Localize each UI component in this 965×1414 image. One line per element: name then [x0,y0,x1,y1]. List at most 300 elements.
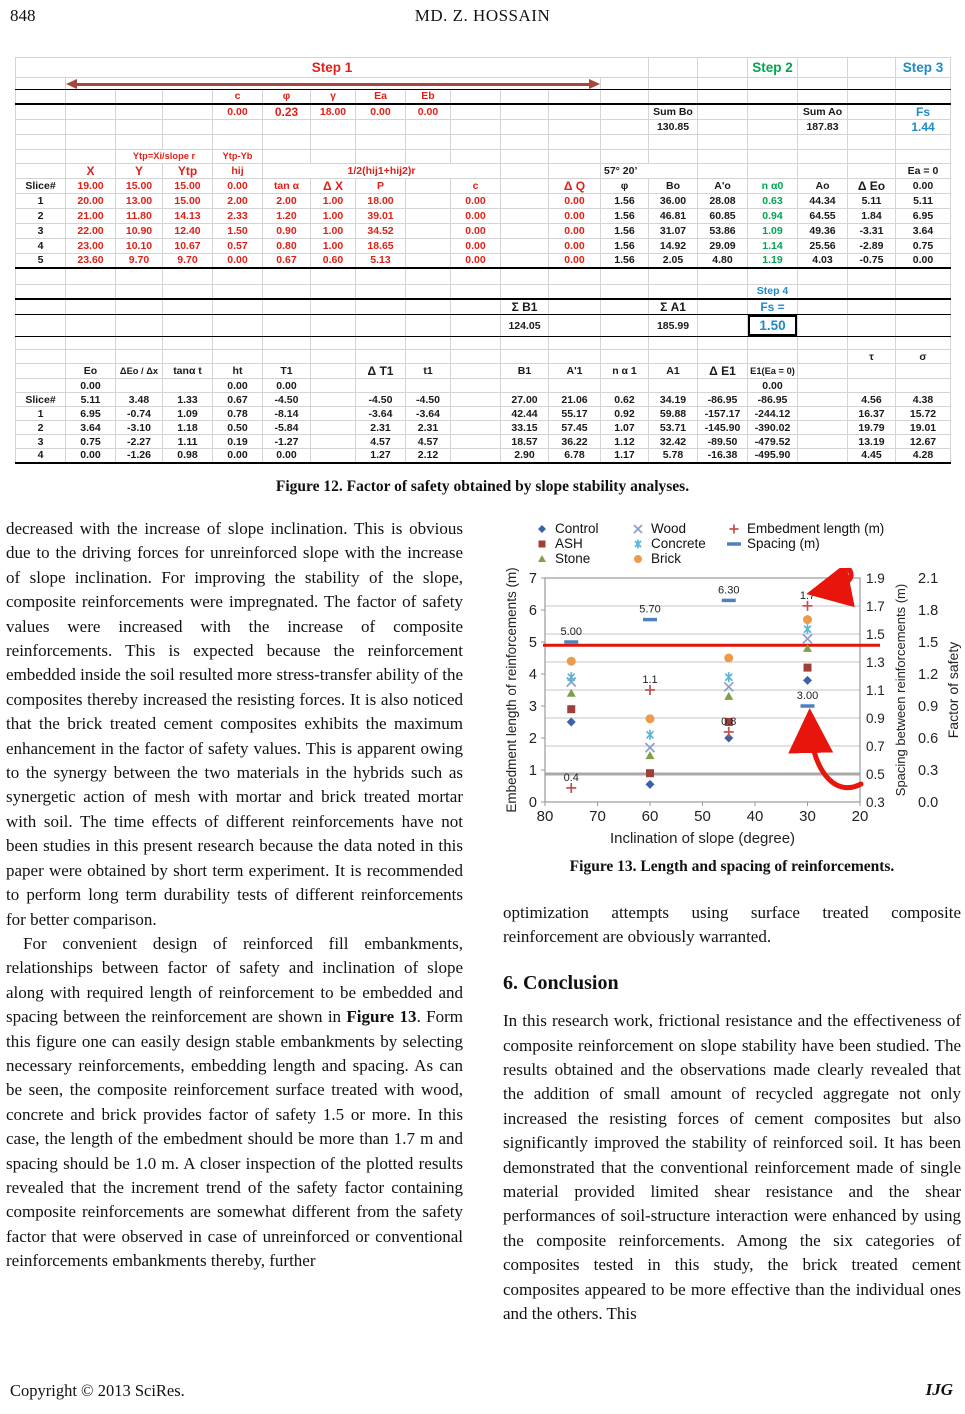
grid-cell: 59.88 [649,407,698,421]
grid-cell: 21.06 [549,393,601,407]
grid-cell [848,104,896,120]
grid-cell [16,104,66,120]
grid-cell [451,134,501,149]
grid-cell [66,350,116,364]
grid-cell [451,119,501,134]
grid-cell [311,268,356,284]
grid-cell [896,149,951,163]
svg-text:1.5: 1.5 [866,627,885,642]
grid-cell: 0.90 [263,223,311,238]
grid-cell [311,299,356,315]
grid-cell [451,90,501,104]
svg-text:50: 50 [694,808,711,825]
grid-cell [896,364,951,379]
grid-cell: Step 4 [748,284,798,299]
figure13-caption: Figure 13. Length and spacing of reinforcements. [569,858,895,875]
grid-cell: 187.83 [798,119,848,134]
grid-cell: Step 3 [896,58,951,78]
grid-cell: Eo [66,364,116,379]
grid-cell: Sum Ao [798,104,848,120]
grid-cell: ΔEo / Δx [116,364,163,379]
grid-cell: 23.60 [66,253,116,268]
series-concrete [568,624,811,740]
grid-cell [798,350,848,364]
grid-cell: 53.71 [649,421,698,435]
svg-text:3: 3 [528,699,537,715]
grid-cell: 1.09 [748,223,798,238]
grid-cell [848,58,896,78]
grid-cell: tan α [263,178,311,193]
grid-cell [66,78,601,90]
grid-cell [501,350,549,364]
svg-text:1: 1 [528,763,537,779]
grid-cell: Sum Bo [649,104,698,120]
series-control [567,676,812,789]
series-embedment-length-m- [563,589,819,793]
grid-cell [66,119,116,134]
grid-cell [501,337,549,350]
grid-cell: Δ X [311,178,356,193]
grid-cell [66,299,116,315]
grid-cell [601,299,649,315]
svg-text:0.0: 0.0 [918,795,939,811]
grid-cell: -3.64 [356,407,406,421]
grid-cell: 33.15 [501,421,549,435]
grid-cell: -8.14 [263,407,311,421]
grid-cell [16,90,66,104]
grid-cell [501,238,549,253]
figure12-caption: Figure 12. Factor of safety obtained by slope stability analyses. [275,478,690,495]
grid-cell: 57.45 [549,421,601,435]
grid-cell: 0.00 [451,193,501,208]
grid-cell [16,315,66,337]
svg-text:Embedment length of reinforcem: Embedment length of reinforcements (m) [504,568,519,813]
grid-cell [116,299,163,315]
grid-cell: -4.50 [356,393,406,407]
grid-cell [698,299,748,315]
grid-cell [601,350,649,364]
grid-cell: τ [848,350,896,364]
grid-cell [698,379,748,393]
grid-cell: 0.63 [748,193,798,208]
grid-cell: 5.13 [356,253,406,268]
grid-cell: 6.95 [896,208,951,223]
grid-cell [698,268,748,284]
grid-cell [406,253,451,268]
grid-cell [798,163,848,178]
grid-cell [451,299,501,315]
grid-cell: 27.00 [501,393,549,407]
grid-cell: Ea = 0 [896,163,951,178]
grid-cell [406,268,451,284]
grid-cell: 0.00 [263,449,311,463]
svg-text:0.3: 0.3 [918,763,939,779]
grid-cell [356,134,406,149]
grid-cell [406,379,451,393]
svg-text:1.9: 1.9 [866,571,885,586]
grid-cell [601,315,649,337]
grid-cell [16,364,66,379]
grid-cell [163,350,213,364]
grid-cell: 3.48 [116,393,163,407]
grid-cell [748,149,798,163]
legend-label: Brick [651,551,681,566]
chart-legend [503,520,965,568]
grid-cell [451,364,501,379]
grid-cell [163,90,213,104]
grid-cell [406,337,451,350]
grid-cell: 0.67 [213,393,263,407]
grid-cell [116,337,163,350]
page-number: 848 [10,6,36,25]
grid-cell [66,268,116,284]
legend-label: Control [555,521,599,536]
svg-text:20: 20 [851,808,869,825]
grid-cell: Eb [406,90,451,104]
grid-cell [601,284,649,299]
grid-cell [798,421,848,435]
svg-text:0.3: 0.3 [866,795,885,810]
grid-cell [451,407,501,421]
grid-cell [163,299,213,315]
grid-cell [406,223,451,238]
legend-item-ash [533,536,599,551]
grid-cell: 0.94 [748,208,798,223]
grid-cell [501,178,549,193]
grid-cell: 4 [16,238,66,253]
grid-cell: -16.38 [698,449,748,463]
grid-cell [451,421,501,435]
grid-cell: 124.05 [501,315,549,337]
grid-cell: 60.85 [698,208,748,223]
grid-cell [406,208,451,223]
grid-cell: Σ A1 [649,299,698,315]
grid-cell: -390.02 [748,421,798,435]
grid-cell: 0.00 [213,104,263,120]
grid-cell: 1.00 [311,223,356,238]
svg-text:0.6: 0.6 [918,731,939,747]
grid-cell [549,134,601,149]
grid-cell: 1 [16,193,66,208]
grid-cell [748,163,798,178]
grid-cell [213,284,263,299]
grid-cell: 46.81 [649,208,698,223]
svg-text:Spacing between reinforcements: Spacing between reinforcements (m) [893,583,908,797]
svg-text:0.9: 0.9 [918,699,939,715]
grid-cell [649,268,698,284]
grid-cell: 13.19 [848,435,896,449]
paragraph: In this research work, frictional resistance and the effectiveness of composite reinforcement on slope stability have been studied. The results obtained and the observations made clearly revealed that the addition of small amount of recycled aggregate not only increased the resisting forces of cement composites but also significantly improved the stability of reinforced soil. It has been demonstrated that the conventional reinforcement made of single material provided limited shear resistance and the shear performances of soil-structure interaction were enhanced by using the composite reinforcements. Among the six categories of composites tested in this study, the brick treated cement composites appeared to be more effective than the individual ones and the others. This [503,1011,961,1324]
grid-cell: Δ Eo [848,178,896,193]
svg-text:40: 40 [746,808,764,825]
grid-cell: Step 2 [748,58,798,78]
figure13-chart [503,520,965,860]
grid-cell: 0.00 [66,449,116,463]
grid-cell: φ [601,178,649,193]
grid-cell: 2.31 [406,421,451,435]
grid-cell [649,90,698,104]
grid-cell [356,315,406,337]
grid-cell [549,315,601,337]
grid-cell [848,315,896,337]
grid-cell [16,379,66,393]
grid-cell: P [356,178,406,193]
legend-label: ASH [555,536,583,551]
grid-cell [163,268,213,284]
grid-cell: 3.64 [66,421,116,435]
grid-cell [16,134,66,149]
grid-cell [798,90,848,104]
legend-column [725,521,884,551]
grid-cell [311,284,356,299]
grid-cell [451,104,501,120]
legend-item-wood [629,521,706,536]
grid-cell [748,90,798,104]
legend-label: Wood [651,521,687,536]
grid-cell [16,299,66,315]
grid-cell: n α 1 [601,364,649,379]
grid-cell: Fs [896,104,951,120]
grid-cell: 1.00 [311,193,356,208]
grid-cell [501,134,549,149]
grid-cell [501,223,549,238]
grid-cell: 0.23 [263,104,311,120]
footer-journal: IJG [925,1380,953,1399]
grid-cell [451,149,501,163]
grid-cell: -157.17 [698,407,748,421]
grid-cell [163,104,213,120]
grid-cell [748,350,798,364]
grid-cell [798,299,848,315]
grid-cell [501,284,549,299]
grid-cell: Slice# [16,178,66,193]
grid-cell [356,119,406,134]
grid-cell: -1.27 [263,435,311,449]
grid-cell [116,315,163,337]
grid-cell: 1.27 [356,449,406,463]
grid-cell: -3.64 [406,407,451,421]
grid-cell: 34.52 [356,223,406,238]
grid-cell [406,193,451,208]
grid-cell: 5.78 [649,449,698,463]
grid-cell [748,268,798,284]
grid-cell: -1.26 [116,449,163,463]
grid-cell: 6.78 [549,449,601,463]
grid-cell: 18.65 [356,238,406,253]
grid-cell [848,134,896,149]
grid-cell [451,449,501,463]
grid-cell: 32.42 [649,435,698,449]
grid-cell [16,337,66,350]
grid-cell: Fs = [748,299,798,315]
svg-text:5.00: 5.00 [560,626,582,638]
series-brick [567,615,812,723]
grid-cell: 42.44 [501,407,549,421]
figure-reference: Figure 13 [346,1007,417,1027]
grid-cell: E1(Ea = 0) [748,364,798,379]
grid-cell: 0.00 [451,208,501,223]
grid-cell: 0.00 [406,104,451,120]
left-text-column [6,517,463,1274]
grid-cell [213,299,263,315]
grid-cell [356,350,406,364]
grid-cell [848,284,896,299]
grid-cell: B1 [501,364,549,379]
paragraph: optimization attempts using surface treated composite reinforcement are obviously warranted. [503,903,961,947]
grid-cell: 15.00 [163,178,213,193]
grid-cell: 0.92 [601,407,649,421]
grid-cell: -495.90 [748,449,798,463]
grid-cell [311,421,356,435]
grid-cell: A'1 [549,364,601,379]
grid-cell [848,90,896,104]
grid-cell: Ytp [163,163,213,178]
grid-cell [649,337,698,350]
grid-cell: A1 [649,364,698,379]
grid-cell [798,393,848,407]
grid-cell [263,315,311,337]
grid-cell: A'o [698,178,748,193]
grid-cell [501,119,549,134]
legend-item-stone [533,551,599,566]
grid-cell: -2.89 [848,238,896,253]
grid-cell [501,149,549,163]
grid-cell [501,193,549,208]
grid-cell: 23.00 [66,238,116,253]
grid-cell: 49.36 [798,223,848,238]
grid-cell [549,163,601,178]
grid-cell: 0.00 [549,253,601,268]
grid-cell: 3 [16,435,66,449]
grid-cell: 2.90 [501,449,549,463]
grid-cell [698,90,748,104]
grid-cell [213,134,263,149]
grid-cell: 0.00 [213,253,263,268]
grid-cell [16,119,66,134]
figure13-svg [503,568,965,860]
grid-cell: 4.57 [356,435,406,449]
grid-cell: 39.01 [356,208,406,223]
grid-cell [163,119,213,134]
grid-cell: 4.57 [406,435,451,449]
grid-cell: 0.75 [896,238,951,253]
grid-cell [698,315,748,337]
grid-cell: 57° 20’ [601,163,698,178]
grid-cell: 16.37 [848,407,896,421]
grid-cell [263,299,311,315]
paragraph: decreased with the increase of slope inclination. This is obvious due to the driving forces for unreinforced slope with the increase of slope inclination. For improving the stability of the slope, composite reinforcements were impregnated. The factor of safety values were increased with the increase of composite reinforcements. This is expected because the reinforcement embedded inside the soil resulted more stress-transfer ability of the composites thereby increased the resisting forces. It is also noticed that the brick treated cement composites exhibits the maximum enhancement in the factor of safety values. This is apparent owing to the synergy between the two materials in the hybrids such as synergetic action of mesh with mortar and brick treated mortar with soil. The time effects of different reinforcements have not been studies in this present research because the data noted in this paper were obtained by short term experiment. It is recommended to perform long term durability tests of different reinforcements for better comparison. [6,519,463,929]
grid-cell [451,435,501,449]
step1-range-arrow [77,83,589,86]
grid-cell: 185.99 [649,315,698,337]
grid-cell: 1.07 [601,421,649,435]
grid-cell: 3.64 [896,223,951,238]
grid-cell [311,350,356,364]
grid-cell: c [451,178,501,193]
grid-cell: -0.74 [116,407,163,421]
grid-cell: n α0 [748,178,798,193]
grid-cell: 10.10 [116,238,163,253]
grid-cell [66,90,116,104]
grid-cell [16,163,66,178]
grid-cell [649,284,698,299]
grid-cell: 1.56 [601,253,649,268]
grid-cell [116,350,163,364]
grid-cell: 0.00 [451,238,501,253]
grid-cell: 13.00 [116,193,163,208]
grid-cell [163,315,213,337]
grid-cell: 5 [16,253,66,268]
grid-cell: -244.12 [748,407,798,421]
grid-cell [848,364,896,379]
grid-cell [601,78,649,90]
legend-label: Spacing (m) [747,536,820,551]
grid-cell [406,350,451,364]
grid-cell [213,350,263,364]
grid-cell: 5.11 [66,393,116,407]
grid-cell [549,299,601,315]
grid-cell: φ [263,90,311,104]
grid-cell: 2.12 [406,449,451,463]
grid-cell [848,337,896,350]
grid-cell [16,268,66,284]
annotation-arrow-spacing [810,723,861,788]
svg-text:1.5: 1.5 [918,635,939,651]
svg-text:1.7: 1.7 [799,589,816,602]
paragraph-text: . Form this figure one can easily design stable embankments by selecting necessary reinforcements, embedding length and spacing. As can be seen, the composite reinforcement surface treated with wood, concrete and brick provides factor of safety 1.5 or more. In this case, the length of the embedment should be more than 1.7 m and spacing should be 1.0 m. A closer inspection of the plotted results revealed that the increment trend of the safety factor containing composite reinforcements are somewhat different from the safety factor that were observed in case of unreinforced or conventional reinforcements embankments thereby, further [6,1007,463,1271]
grid-cell: -4.50 [263,393,311,407]
grid-cell [601,268,649,284]
grid-cell: 0.00 [213,178,263,193]
grid-cell [501,253,549,268]
grid-cell [356,379,406,393]
paragraph-text: For convenient design of reinforced fill embankments, relationships between factor of safety and inclination of slope along with required length of reinforcement to be embedded and spacing between the reinforcement are shown in [6,933,463,1027]
grid-cell: 0.00 [549,238,601,253]
svg-text:70: 70 [589,808,606,825]
grid-cell [549,149,601,163]
grid-cell [848,268,896,284]
grid-cell [798,58,848,78]
grid-cell: T1 [263,364,311,379]
grid-cell: 0.60 [311,253,356,268]
grid-cell: -479.52 [748,435,798,449]
grid-cell [896,337,951,350]
grid-cell [549,379,601,393]
grid-cell [798,149,848,163]
legend-item-control [533,521,599,536]
grid-cell [451,315,501,337]
legend-item-spacing-m- [725,536,884,551]
grid-cell: Σ B1 [501,299,549,315]
grid-cell [116,134,163,149]
svg-text:1.8: 1.8 [918,603,939,619]
svg-text:1.1: 1.1 [642,674,658,686]
grid-cell [311,364,356,379]
grid-cell: 21.00 [66,208,116,223]
grid-cell [116,119,163,134]
grid-cell [311,134,356,149]
chart-plot-area [503,568,965,865]
grid-cell [748,134,798,149]
grid-cell: 1.18 [163,421,213,435]
legend-column [629,521,706,566]
grid-cell [213,268,263,284]
grid-cell: 0.00 [451,253,501,268]
grid-cell [798,407,848,421]
grid-cell [748,119,798,134]
grid-cell [406,299,451,315]
grid-cell [896,134,951,149]
